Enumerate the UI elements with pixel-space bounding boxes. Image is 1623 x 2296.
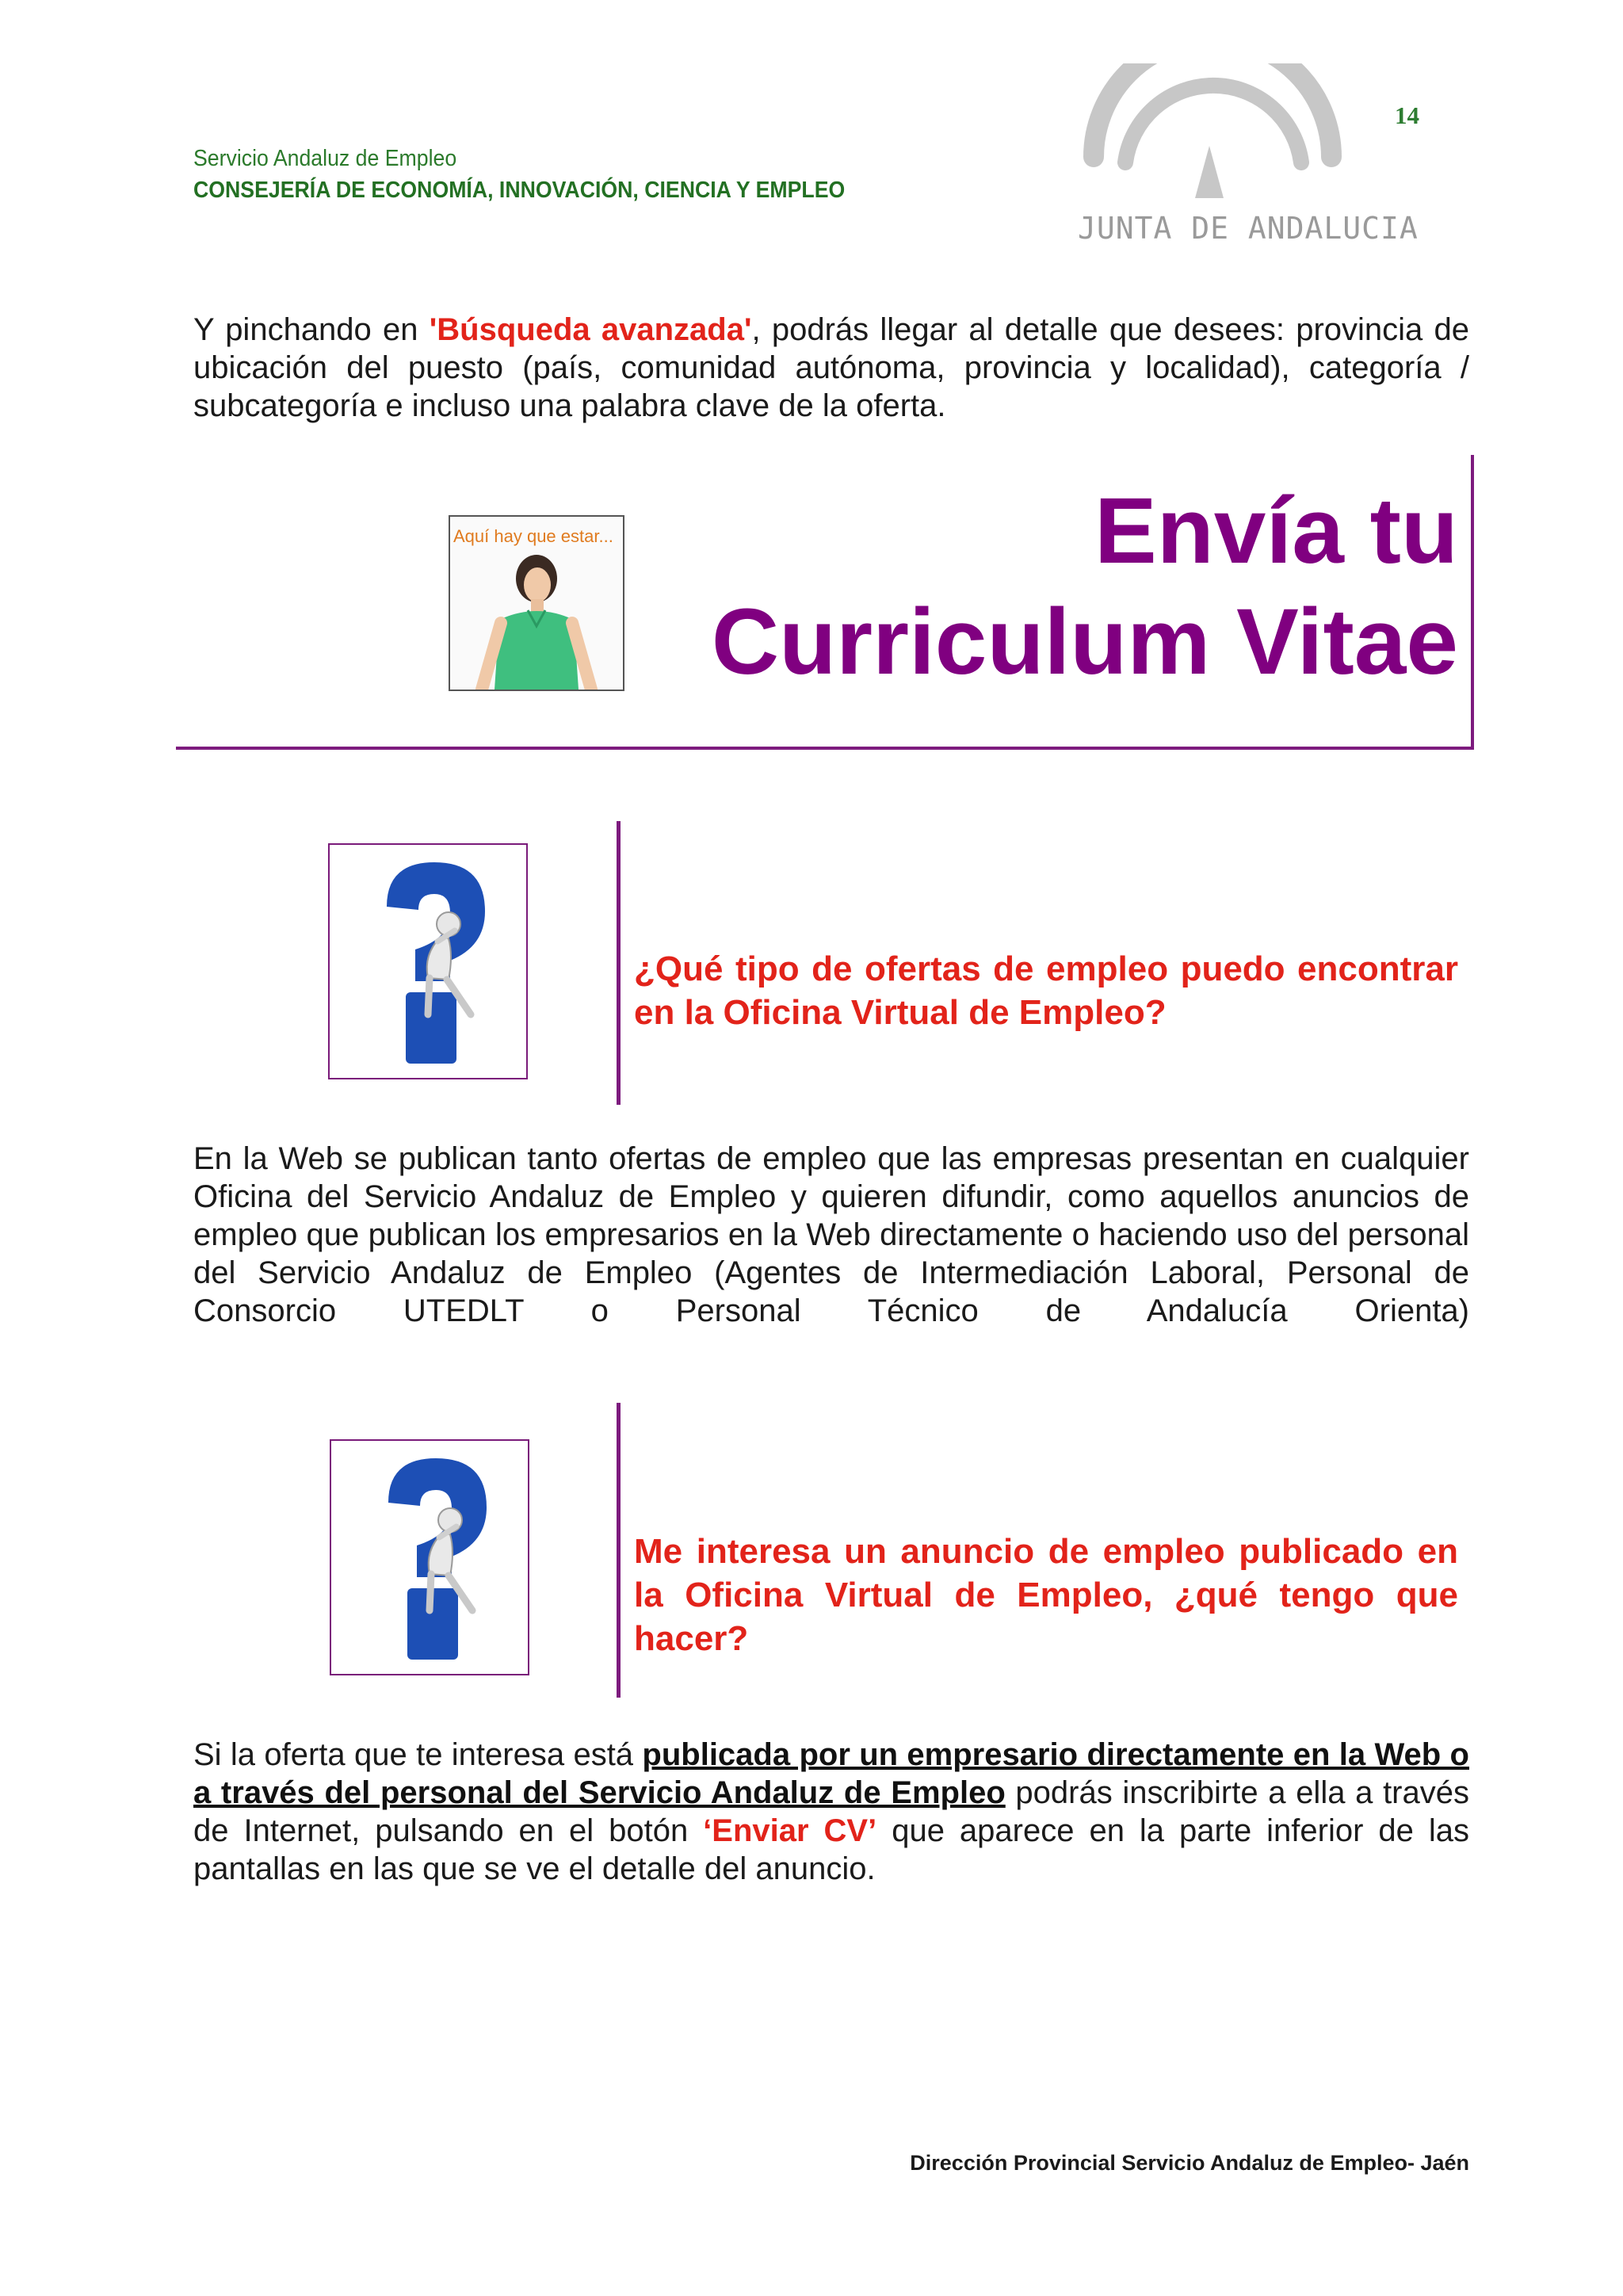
cv-photo (449, 515, 624, 691)
faq2-answer-lead: Si la oferta que te interesa está (193, 1737, 643, 1772)
question-mark-figure-icon (331, 1441, 528, 1674)
faq2-answer-mid: podrás inscribirte a ella a través de Internet, pulsando en el botón (193, 1775, 1469, 1848)
faq2-answer-underlined: publicada por un empresario directamente en la Web o a través del personal del Servicio Andaluz de Empleo (193, 1737, 1469, 1810)
logo-arcs-icon (1078, 63, 1347, 206)
faq1-question-mark-image (328, 843, 528, 1079)
intro-lead: Y pinchando en (193, 312, 430, 347)
faq2-question: Me interesa un anuncio de empleo publicado en la Oficina Virtual de Empleo, ¿qué tengo que hacer? (634, 1532, 1458, 1658)
cv-banner-title (712, 476, 1458, 697)
cv-title-line2: Curriculum Vitae (711, 590, 1458, 694)
cv-photo-caption: Aquí hay que estar... (453, 526, 613, 546)
header-organization: Servicio Andaluz de Empleo (193, 146, 457, 171)
enviar-cv-reference: ‘Enviar CV’ (703, 1813, 877, 1848)
page-number: 14 (1395, 101, 1419, 129)
cv-banner-vertical-rule (1471, 455, 1474, 750)
faq2-vertical-rule (617, 1403, 621, 1698)
faq2-question-mark-image (330, 1439, 529, 1675)
cv-title-line1: Envía tu (1094, 479, 1458, 583)
intro-paragraph (193, 311, 1469, 425)
faq1-answer: En la Web se publican tanto ofertas de empleo que las empresas presentan en cualquier Oficina del Servicio Andaluz de Empleo y quieren difundir, como aquellos anuncios de empleo que publican los empresarios en la Web directamente o haciendo uso del personal del Servicio Andaluz de Empleo (Agentes de Intermediación Laboral, Personal de Consorcio UTEDLT o Personal Técnico de Andalucía Orienta) (193, 1141, 1469, 1328)
footer-text: Dirección Provincial Servicio Andaluz de Empleo- Jaén (910, 2151, 1469, 2175)
faq1-question: ¿Qué tipo de ofertas de empleo puedo encontrar en la Oficina Virtual de Empleo? (634, 949, 1458, 1032)
faq2-answer (193, 1736, 1469, 1888)
header-department: CONSEJERÍA DE ECONOMÍA, INNOVACIÓN, CIENCIA Y EMPLEO (193, 178, 846, 203)
faq2-answer-end: que aparece en la parte inferior de las pantallas en las que se ve el detalle del anuncio. (193, 1813, 1469, 1886)
question-mark-figure-icon (330, 845, 526, 1078)
intro-rest: , podrás llegar al detalle que desees: provincia de ubicación del puesto (país, comunidad autónoma, provincia y localidad), categoría / subcategoría e incluso una palabra clave de la oferta. (193, 312, 1469, 423)
busqueda-avanzada-highlight: 'Búsqueda avanzada' (429, 312, 752, 347)
cv-banner-horizontal-rule (176, 747, 1474, 750)
logo-text: JUNTA DE ANDALUCIA (1078, 211, 1419, 246)
faq1-vertical-rule (617, 821, 621, 1105)
